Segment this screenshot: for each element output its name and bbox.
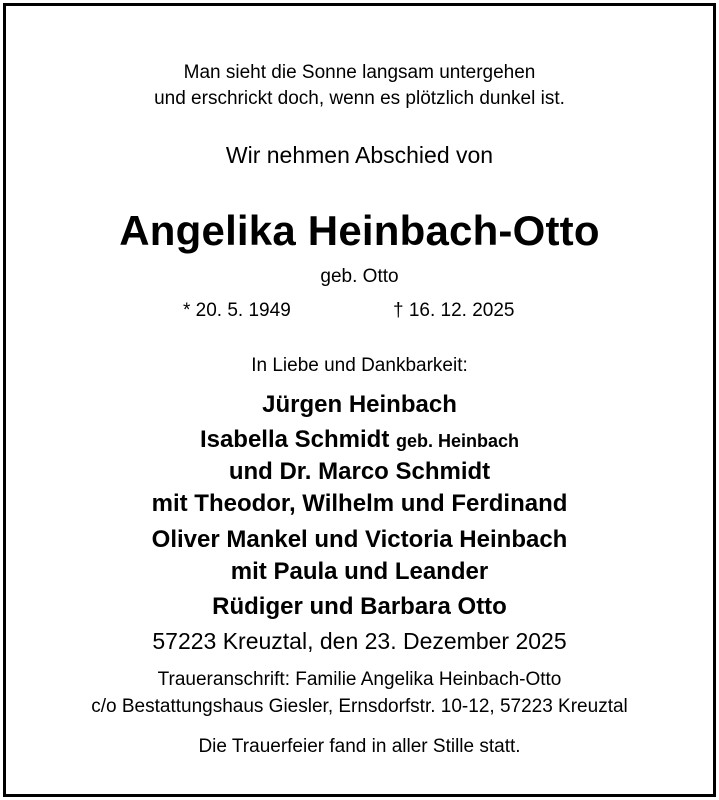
mourner-4: mit Theodor, Wilhelm und Ferdinand [151, 490, 568, 517]
birth-date: * 20. 5. 1949 [183, 300, 291, 321]
death-date: † 16. 12. 2025 [393, 300, 515, 321]
birth-name: geb. Otto [320, 266, 399, 287]
motto-line-2: und erschrickt doch, wenn es plötzlich dunkel ist. [154, 88, 565, 109]
closing-text: Die Trauerfeier fand in aller Stille statt. [198, 736, 521, 757]
address-line-1: Traueranschrift: Familie Angelika Heinbach-Otto [157, 669, 562, 690]
mourner-7: Rüdiger und Barbara Otto [212, 593, 507, 620]
mourner-6: mit Paula und Leander [230, 558, 489, 585]
place-and-date: 57223 Kreuztal, den 23. Dezember 2025 [152, 628, 567, 654]
mourner-2-birthname: geb. Heinbach [396, 431, 520, 451]
address-line-2: c/o Bestattungshaus Giesler, Ernsdorfstr. 10-12, 57223 Kreuztal [91, 696, 628, 717]
motto-line-1: Man sieht die Sonne langsam untergehen [183, 62, 536, 83]
mourner-1: Jürgen Heinbach [262, 391, 457, 418]
mourner-3: und Dr. Marco Schmidt [228, 458, 491, 485]
mourner-2 [0, 428, 719, 452]
thanks-text: In Liebe und Dankbarkeit: [251, 355, 468, 376]
mourner-5: Oliver Mankel und Victoria Heinbach [151, 526, 568, 553]
mourner-2-name: Isabella Schmidt [199, 426, 390, 453]
intro-text: Wir nehmen Abschied von [225, 142, 494, 168]
deceased-name: Angelika Heinbach-Otto [119, 207, 600, 254]
life-dates [0, 301, 719, 323]
